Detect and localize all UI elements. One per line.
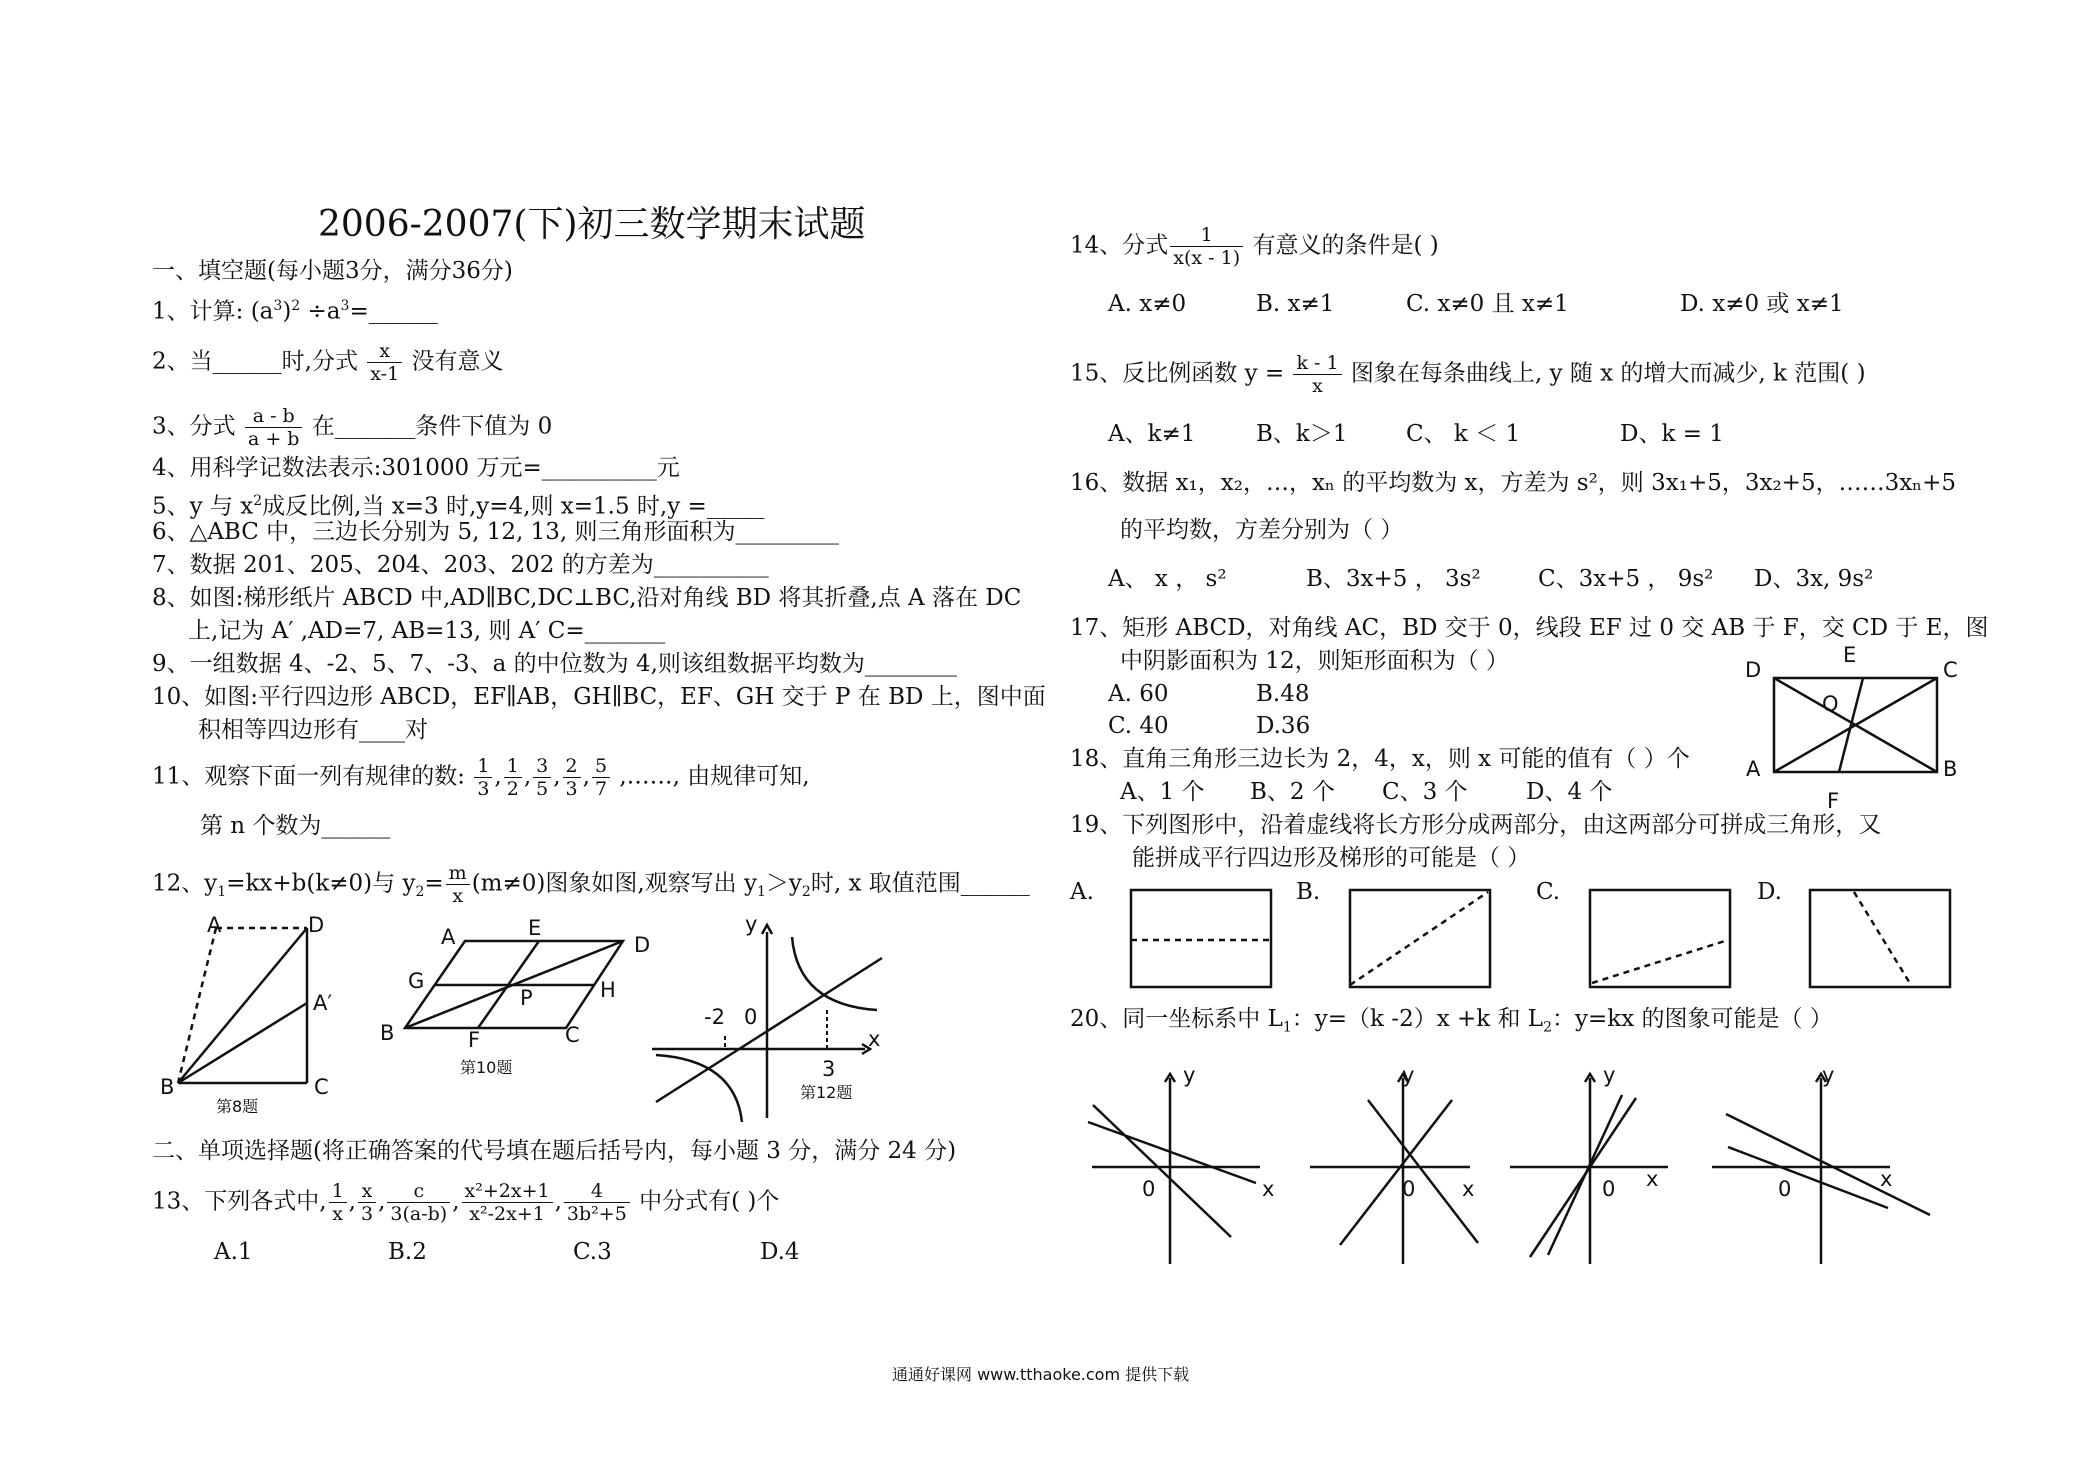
q17-option-d: D.36 [1256, 713, 1311, 739]
q19-option-a: A. [1070, 879, 1094, 905]
q19-option-c: C. [1536, 879, 1561, 905]
fig10-label-f: F [468, 1028, 481, 1052]
question-10-line-1: 10、如图:平行四边形 ABCD，EF∥AB，GH∥BC，EF、GH 交于 P 在 BD 上，图中面 [152, 684, 1046, 710]
fig20c-label-origin: 0 [1602, 1177, 1616, 1201]
q15-option-b: B、k＞1 [1256, 421, 1348, 447]
q14-option-a: A. x≠0 [1108, 291, 1187, 317]
footer-credit: 通通好课网 www.tthaoke.com 提供下载 [892, 1365, 1190, 1384]
fig20a-label-origin: 0 [1142, 1177, 1156, 1201]
section-1-heading: 一、填空题(每小题3分，满分36分) [152, 258, 513, 284]
figure-10-parallelogram [405, 941, 623, 1028]
q15-option-a: A、k≠1 [1108, 421, 1196, 447]
q18-option-d: D、4 个 [1526, 779, 1613, 805]
fig20b-label-x: x [1462, 1177, 1475, 1201]
figure-20-graph-c [1510, 1074, 1668, 1264]
figure-20-graph-b [1310, 1074, 1478, 1264]
fig12-label-x: x [868, 1027, 881, 1051]
q17-option-b: B.48 [1256, 681, 1310, 707]
fig12-caption: 第12题 [800, 1083, 853, 1102]
q14-option-d: D. x≠0 或 x≠1 [1680, 291, 1844, 317]
question-3: 3、分式 $\frac{a - b}{a + b}$ 在_______条件下值为 0 [152, 405, 553, 450]
fig20d-label-origin: 0 [1778, 1177, 1792, 1201]
fig20c-label-x: x [1646, 1167, 1659, 1191]
q13-option-b: B.2 [388, 1239, 427, 1265]
q17-option-a: A. 60 [1108, 681, 1169, 707]
question-10-line-2: 积相等四边形有____对 [198, 717, 428, 743]
section-2-heading: 二、单项选择题(将正确答案的代号填在题后括号内，每小题 3 分，满分 24 分) [152, 1138, 957, 1164]
fig17-label-f: F [1827, 789, 1840, 813]
question-9: 9、一组数据 4、-2、5、7、-3、a 的中位数为 4,则该组数据平均数为________ [152, 651, 957, 677]
page-title: 2006-2007(下)初三数学期末试题 [318, 204, 866, 245]
fig8-caption: 第8题 [216, 1097, 259, 1116]
q18-option-c: C、3 个 [1382, 779, 1468, 805]
question-1: 1、计算: $(a^3)^2$ $\div a^3=\_\_\_\_\_\_$ [152, 298, 438, 325]
fig20b-label-y: y [1402, 1063, 1415, 1087]
fig10-label-a: A [441, 925, 456, 949]
question-11: 11、观察下面一列有规律的数: $\frac{1}{3}$ , $\frac{1}{2}$ , $\frac{3}{5}$ , $\frac{2}{3}$ , $\frac{5}{7}$ ,……, 由规律可知, [152, 755, 810, 800]
question-17-line-1: 17、矩形 ABCD，对角线 AC，BD 交于 0，线段 EF 过 0 交 AB 于 F，交 CD 于 E，图 [1070, 615, 1989, 641]
q16-option-c: C、3x+5 ， 9s² [1538, 566, 1714, 592]
fig12-label-origin: 0 [744, 1005, 758, 1029]
fig8-label-d: D [308, 913, 325, 937]
fig8-label-b: B [160, 1075, 175, 1099]
question-14: 14、分式 $\frac{1}{x(x - 1)}$ 有意义的条件是( ) [1070, 224, 1439, 269]
question-7: 7、数据 201、205、204、203、202 的方差为__________ [152, 552, 769, 578]
q13-option-d: D.4 [760, 1239, 800, 1265]
fig12-label-3: 3 [822, 1057, 836, 1081]
q13-option-a: A.1 [214, 1239, 253, 1265]
figure-8-trapezoid [178, 928, 307, 1083]
q19-option-b: B. [1296, 879, 1321, 905]
fig8-label-c: C [314, 1075, 329, 1099]
question-6: 6、△ABC 中，三边长分别为 5, 12, 13, 则三角形面积为_________ [152, 519, 840, 545]
fig10-label-g: G [408, 969, 425, 993]
figure-20-graph-a [1088, 1074, 1260, 1264]
fig10-label-h: H [600, 978, 616, 1002]
q16-option-b: B、3x+5 ， 3s² [1306, 566, 1481, 592]
q18-option-b: B、2 个 [1250, 779, 1335, 805]
question-11-line-2: 第 n 个数为______ [200, 813, 391, 839]
question-16-line-1: 16、数据 x₁，x₂，…，xₙ 的平均数为 x，方差为 s²，则 3x₁+5，3x₂+5，……3xₙ+5 [1070, 470, 1957, 496]
question-2: 2、当______时,分式 $\frac{x}{x-1}$ 没有意义 [152, 340, 504, 385]
question-19-line-1: 19、下列图形中，沿着虚线将长方形分成两部分，由这两部分可拼成三角形，又 [1070, 812, 1882, 838]
question-5: 5、y 与 $x^2$成反比例,当 x=3 时,y=4,则 x=1.5 时,y =_____ [152, 493, 765, 520]
fig17-label-c: C [1943, 658, 1958, 682]
question-16-line-2: 的平均数，方差分别为（ ） [1120, 517, 1404, 543]
fig12-label-minus-2: -2 [704, 1005, 725, 1029]
fig20a-label-y: y [1183, 1063, 1196, 1087]
figure-20-graph-d [1712, 1074, 1930, 1264]
q15-option-c: C、 k ＜ 1 [1406, 421, 1521, 447]
question-19-line-2: 能拼成平行四边形及梯形的可能是（ ） [1132, 845, 1531, 871]
fig10-label-c: C [565, 1023, 580, 1047]
q19-option-d: D. [1757, 879, 1782, 905]
q16-option-d: D、3x, 9s² [1754, 566, 1874, 592]
q18-option-a: A、1 个 [1120, 779, 1205, 805]
fig17-label-d: D [1745, 658, 1762, 682]
q16-option-a: A、 x ， s² [1108, 566, 1227, 592]
q13-option-c: C.3 [573, 1239, 612, 1265]
q17-option-c: C. 40 [1108, 713, 1169, 739]
q14-option-c: C. x≠0 且 x≠1 [1406, 291, 1569, 317]
fig10-label-p: P [520, 986, 533, 1010]
question-20: 20、同一坐标系中 $L_1$：y=（k -2）x +k 和 $L_2$：y=kx 的图象可能是（ ） [1070, 1006, 1833, 1036]
fig20d-label-x: x [1880, 1167, 1893, 1191]
fig17-label-e: E [1843, 643, 1857, 667]
fig20a-label-x: x [1262, 1177, 1275, 1201]
fig10-caption: 第10题 [460, 1058, 513, 1077]
fig20d-label-y: y [1822, 1063, 1835, 1087]
question-8-line-1: 8、如图:梯形纸片 ABCD 中,AD∥BC,DC⊥BC,沿对角线 BD 将其折叠,点 A 落在 DC [152, 585, 1022, 611]
fig20b-label-origin: 0 [1402, 1177, 1416, 1201]
question-4: 4、用科学记数法表示:301000 万元=__________元 [152, 455, 680, 481]
q15-option-d: D、k = 1 [1620, 421, 1724, 447]
fig10-label-b: B [380, 1021, 395, 1045]
fig17-label-o: O [1822, 692, 1839, 716]
q14-option-b: B. x≠1 [1256, 291, 1335, 317]
question-13: 13、下列各式中, $\frac{1}{x}$ , $\frac{x}{3}$ , $\frac{c}{3(a-b)}$ , $\frac{\text{x²+2x+1}}{\text{x²-2x+1}}$ , $\frac{4}{\text{3b²+5}}$ 中分式有( )个 [152, 1180, 780, 1225]
figure-17-rectangle [1774, 678, 1937, 772]
question-12: 12、$y_1=kx+b(k\ne 0)$与 $y_2=$ $\frac{m}{x}$ (m≠0)图象如图,观察写出 $y_1>y_2$时, x 取值范围______ [152, 862, 1030, 907]
fig8-label-a-prime: A′ [313, 991, 333, 1015]
fig17-label-b: B [1943, 757, 1958, 781]
question-15: 15、反比例函数 y = $\frac{k - 1}{x}$ 图象在每条曲线上, y 随 x 的增大而减少, k 范围( ) [1070, 352, 1866, 397]
fig12-label-y: y [745, 912, 758, 936]
question-17-line-2: 中阴影面积为 12，则矩形面积为（ ） [1120, 648, 1509, 674]
fig10-label-d: D [634, 933, 651, 957]
question-8-line-2: 上,记为 A′ ,AD=7, AB=13, 则 A′ C=_______ [188, 618, 666, 644]
fig20c-label-y: y [1603, 1063, 1616, 1087]
fig10-label-e: E [528, 916, 542, 940]
fig17-label-a: A [1746, 757, 1761, 781]
figure-19-rectangles [1131, 890, 1950, 987]
question-18: 18、直角三角形三边长为 2，4，x，则 x 可能的值有（ ）个 [1070, 746, 1690, 772]
fig8-label-a: A [207, 913, 222, 937]
